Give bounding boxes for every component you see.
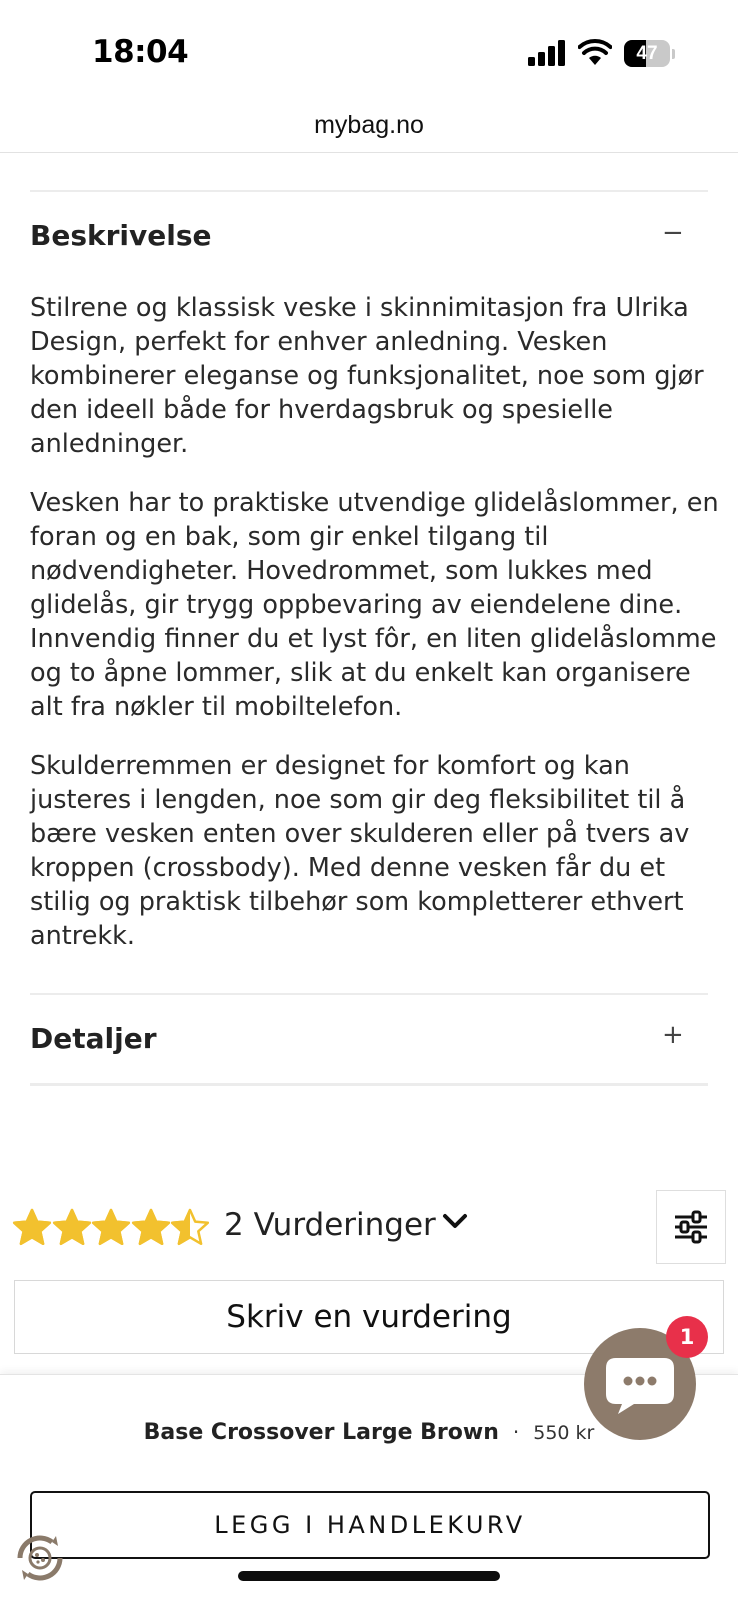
status-bar bbox=[0, 0, 738, 100]
star-icon bbox=[12, 1208, 52, 1248]
filter-button[interactable] bbox=[656, 1190, 726, 1264]
section-divider bbox=[30, 190, 708, 192]
accordion-title-details[interactable]: Detaljer bbox=[30, 1022, 157, 1055]
product-name: Base Crossover Large Brown bbox=[143, 1420, 499, 1445]
signal-icon bbox=[528, 40, 566, 66]
address-bar[interactable] bbox=[0, 100, 738, 153]
filter-icon bbox=[657, 1191, 725, 1263]
description-paragraph: Vesken har to praktiske utvendige glidelåslommer, en foran og en bak, som gir enkel tilgang til nødvendigheter. Hovedrommet, som lukkes med glidelås, gir trygg oppbevaring av eiendelene dine. Innvendig finner du et lyst fôr, en liten glidelåslomme og to åpne lommer, slik at du enkelt kan organisere alt fra nøkler til mobiltelefon. bbox=[30, 488, 719, 722]
write-review-label: Skriv en vurdering bbox=[226, 1299, 512, 1335]
battery-level: 47 bbox=[636, 43, 658, 64]
chevron-down-icon[interactable] bbox=[442, 1212, 468, 1230]
add-to-cart-button[interactable] bbox=[30, 1491, 710, 1559]
minus-icon[interactable]: − bbox=[662, 218, 684, 248]
reviews-count[interactable]: 2 Vurderinger bbox=[224, 1207, 436, 1243]
battery-icon bbox=[624, 40, 672, 68]
cookie-icon[interactable] bbox=[12, 1530, 68, 1586]
chat-notification-badge: 1 bbox=[666, 1316, 708, 1358]
accordion-title-description[interactable]: Beskrivelse bbox=[30, 219, 212, 252]
separator-dot: · bbox=[512, 1420, 520, 1444]
status-time: 18:04 bbox=[92, 34, 189, 70]
description-paragraph: Stilrene og klassisk veske i skinnimitasjon fra Ulrika Design, perfekt for enhver anledning. Vesken kombinerer eleganse og funksjonalitet, noe som gjør den ideell både for hverdagsbruk og spesielle anledninger. bbox=[30, 293, 704, 459]
star-icon bbox=[52, 1208, 92, 1248]
home-indicator bbox=[238, 1571, 500, 1581]
add-to-cart-label: LEGG I HANDLEKURV bbox=[214, 1511, 526, 1539]
star-icon bbox=[131, 1208, 171, 1248]
section-divider bbox=[30, 993, 708, 995]
wifi-icon bbox=[578, 38, 612, 66]
plus-icon[interactable]: + bbox=[662, 1020, 684, 1050]
url-text: mybag.no bbox=[314, 111, 424, 139]
section-divider bbox=[30, 1083, 708, 1086]
star-icon bbox=[170, 1208, 210, 1248]
description-paragraph: Skulderremmen er designet for komfort og kan justeres i lengden, noe som gir deg fleksibilitet til å bære vesken enten over skulderen eller på tvers av kroppen (crossbody). Med denne vesken får du et stilig og praktisk tilbehør som kompletterer ethvert antrekk. bbox=[30, 751, 690, 951]
star-icon bbox=[91, 1208, 131, 1248]
product-price: 550 kr bbox=[533, 1422, 595, 1444]
